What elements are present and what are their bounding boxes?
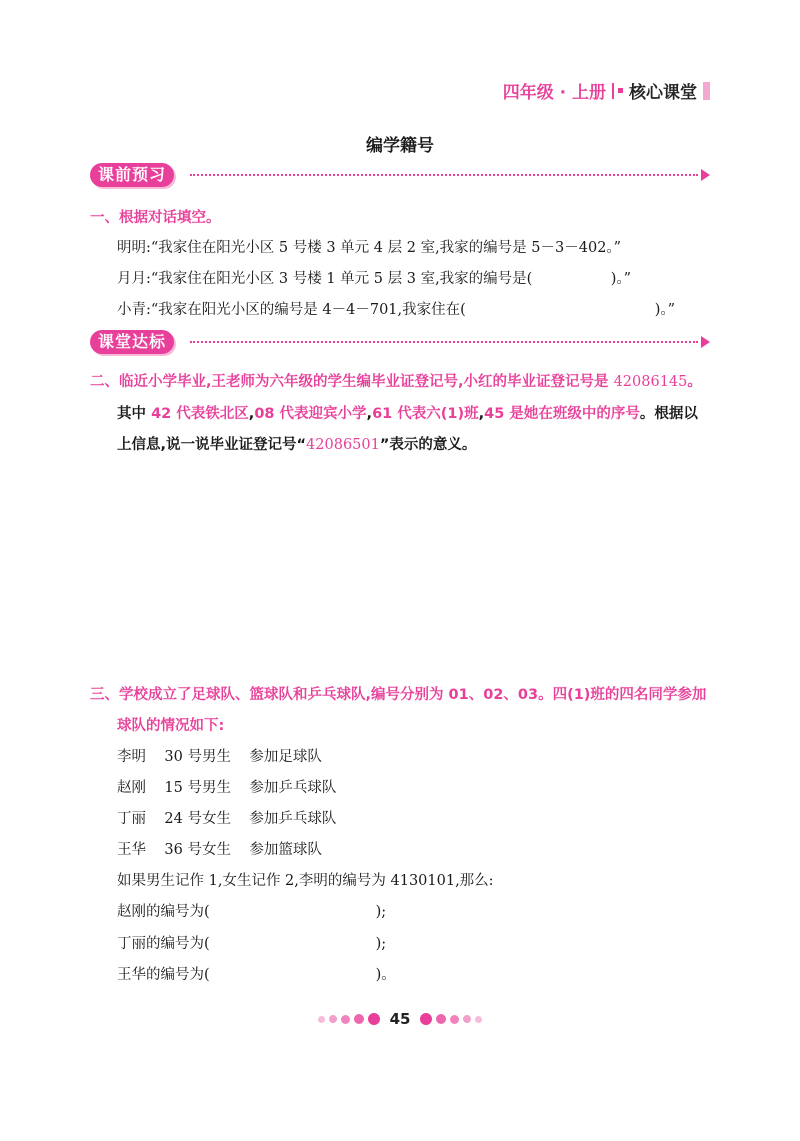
grade-label: 四年级 · 上册	[502, 83, 606, 103]
q1-line-yueyue: 月月:“我家住在阳光小区 3 号楼 1 单元 5 层 3 室,我家的编号是( )。”	[117, 271, 632, 287]
q3-rule: 如果男生记作 1,女生记作 2,李明的编号为 4130101,那么:	[117, 873, 494, 889]
q2-number: 42086145	[613, 374, 688, 390]
q2-text: 上信息,说一说毕业证登记号“	[117, 437, 307, 453]
dot-icon	[341, 1015, 350, 1024]
dot-icon	[354, 1014, 364, 1024]
practice-badge: 课堂达标	[90, 330, 174, 354]
preview-badge: 课前预习	[90, 163, 174, 187]
answer-line: 丁丽的编号为( );	[117, 936, 387, 952]
q2-line-1	[90, 370, 702, 391]
q2-code-class: 61 代表六(1)班	[372, 406, 479, 422]
dot-icon	[420, 1013, 432, 1025]
dotted-divider	[190, 174, 698, 176]
dot-icon	[450, 1015, 459, 1024]
dot-icon	[463, 1015, 471, 1023]
arrow-icon	[701, 169, 710, 181]
q2-text: 其中	[117, 406, 152, 422]
page-number: 45	[389, 1010, 411, 1028]
student-row: 丁丽 24 号女生 参加乒乓球队	[117, 811, 337, 827]
q2-number: 42086501	[306, 437, 380, 453]
q2-text: ,	[248, 406, 255, 422]
page-title: 编学籍号	[366, 136, 434, 156]
dotted-divider	[190, 341, 698, 343]
dot-icon	[318, 1016, 325, 1023]
header-square-icon	[618, 88, 623, 93]
q2-line-3	[117, 433, 476, 454]
q3-line-1: 三、学校成立了足球队、篮球队和乒乓球队,编号分别为 01、02、03。四(1)班的四名同学参加	[90, 687, 707, 703]
q2-text: 二、临近小学毕业,王老师为六年级的学生编毕业证登记号,小红的毕业证登记号是	[90, 374, 614, 390]
arrow-icon	[701, 336, 710, 348]
dot-icon	[329, 1015, 337, 1023]
q1-line-xiaoqing: 小青:“我家在阳光小区的编号是 4－4－701,我家住在( )。”	[117, 302, 676, 318]
answer-line: 王华的编号为( )。	[117, 967, 396, 983]
dot-icon	[475, 1016, 482, 1023]
q2-code-district: 42 代表铁北区	[151, 406, 249, 422]
q3-line-2: 球队的情况如下:	[117, 718, 225, 734]
practice-banner	[90, 330, 710, 354]
student-row: 赵刚 15 号男生 参加乒乓球队	[117, 780, 337, 796]
page-header	[503, 78, 710, 103]
dot-icon	[368, 1013, 380, 1025]
dot-icon	[436, 1014, 446, 1024]
answer-line: 赵刚的编号为( );	[117, 904, 387, 920]
header-end-bar	[703, 82, 710, 100]
preview-banner	[90, 163, 710, 187]
q2-text: ,	[366, 406, 373, 422]
q1-line-mingming: 明明:“我家住在阳光小区 5 号楼 3 单元 4 层 2 室,我家的编号是 5－3－402。”	[117, 240, 622, 256]
q2-text: ,	[478, 406, 485, 422]
q2-text: 。	[687, 374, 702, 390]
q2-text: 。根据以	[639, 406, 698, 422]
q1-heading: 一、根据对话填空。	[90, 210, 221, 226]
student-row: 王华 36 号女生 参加篮球队	[117, 842, 322, 858]
page-number-bar	[0, 1010, 800, 1028]
section-label: 核心课堂	[629, 83, 697, 103]
q2-text: ”表示的意义。	[379, 437, 477, 453]
student-row: 李明 30 号男生 参加足球队	[117, 749, 322, 765]
header-divider	[612, 83, 614, 99]
q2-code-seat: 45 是她在班级中的序号	[484, 406, 640, 422]
q2-code-school: 08 代表迎宾小学	[254, 406, 367, 422]
q2-line-2	[117, 402, 698, 423]
